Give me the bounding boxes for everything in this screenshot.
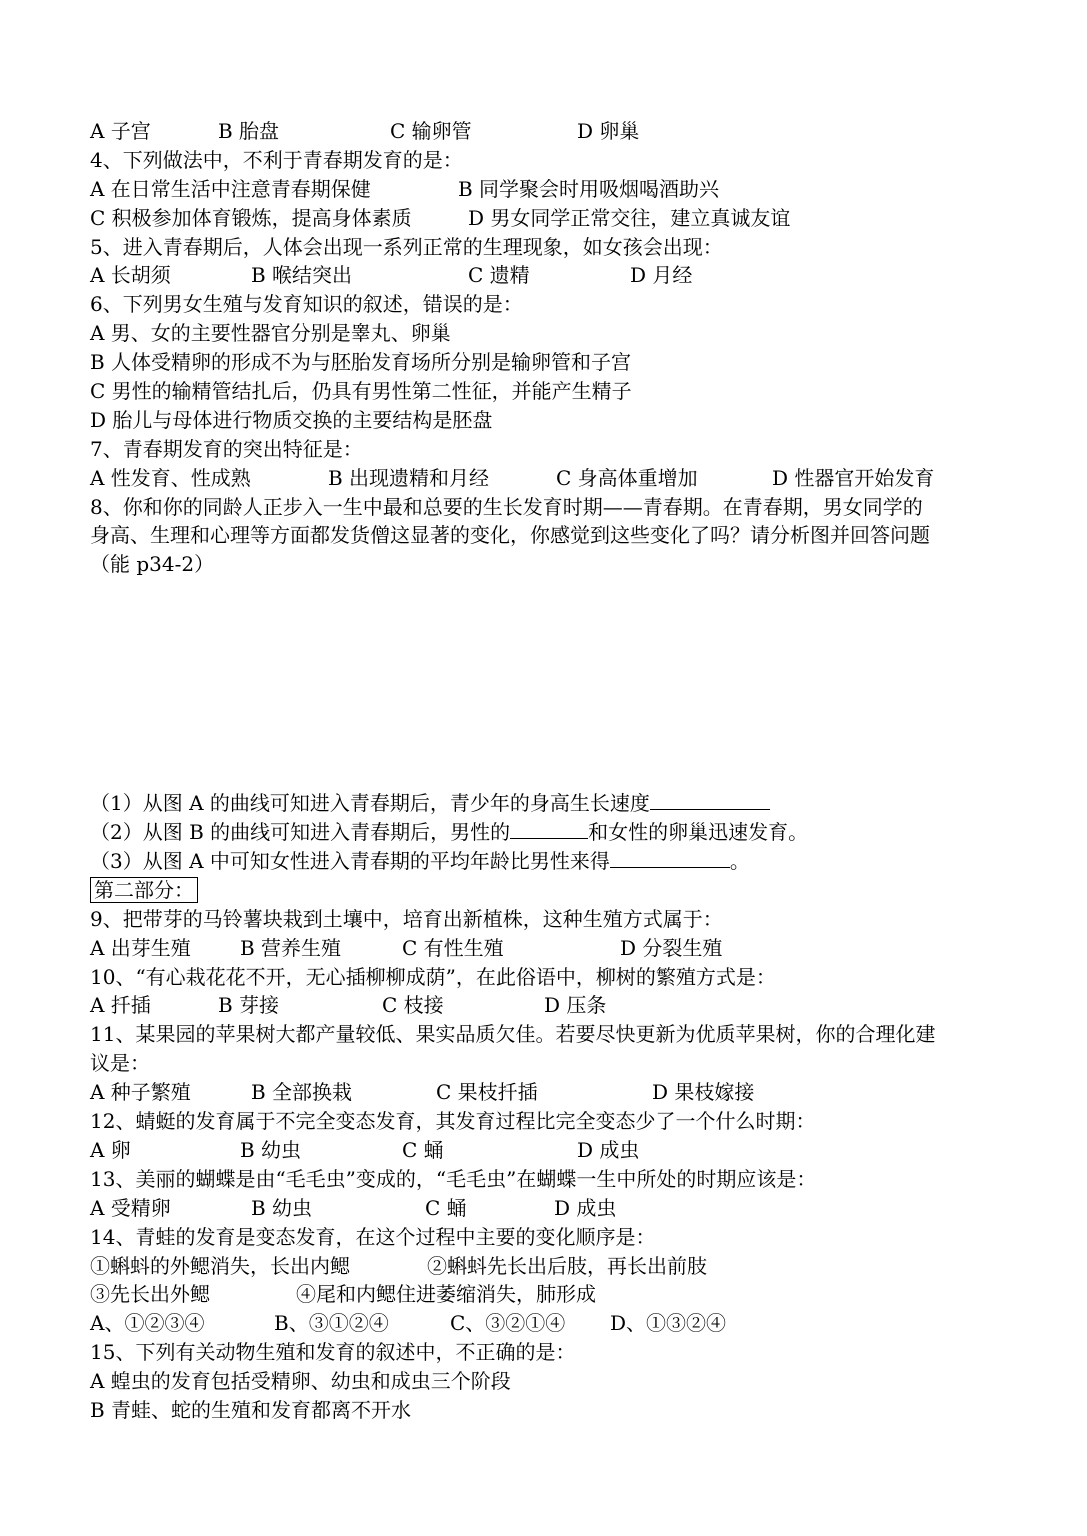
answer-blank-2[interactable] xyxy=(510,818,588,839)
q5-option-a: A 长胡须 xyxy=(90,263,171,288)
q8-stem-line-2: 身高、生理和心理等方面都发货僧这显著的变化，你感觉到这些变化了吗？请分析图并回答问题 xyxy=(90,523,930,548)
q5-option-b: B 喉结突出 xyxy=(251,263,353,288)
q13-options xyxy=(90,1194,1005,1223)
q10-option-a: A 扦插 xyxy=(90,993,151,1018)
q8-sub-2-text-b: 和女性的卵巢迅速发育。 xyxy=(588,820,809,845)
q4-options-cd xyxy=(90,204,1005,233)
q10-option-c: C 枝接 xyxy=(382,993,444,1018)
q8-sub-2 xyxy=(90,818,1005,847)
q10-options xyxy=(90,991,1005,1020)
q4-option-c: C 积极参加体育锻炼，提高身体素质 xyxy=(90,205,412,230)
worksheet-page xyxy=(90,117,1005,1425)
q14-option-a: A、①②③④ xyxy=(90,1311,205,1336)
q11-options xyxy=(90,1078,1005,1107)
q11-option-a: A 种子繁殖 xyxy=(90,1080,191,1105)
q3-option-c: C 输卵管 xyxy=(390,119,472,143)
q7-options xyxy=(90,464,1005,493)
q9-option-a: A 出芽生殖 xyxy=(90,935,191,960)
q14-steps-34 xyxy=(90,1280,1005,1309)
q8-stem-line-1: 8、你和你的同龄人正步入一生中最和总要的生长发育时期——青春期。在青春期，男女同学的 xyxy=(90,494,923,519)
q9-options xyxy=(90,934,1005,963)
q8-sub-2-text-a: （2）从图 B 的曲线可知进入青春期后，男性的 xyxy=(90,820,511,845)
q11-option-d: D 果枝嫁接 xyxy=(652,1080,755,1105)
q9-option-c: C 有性生殖 xyxy=(402,935,504,960)
q9-option-b: B 营养生殖 xyxy=(240,935,342,960)
q12-option-d: D 成虫 xyxy=(577,1137,640,1162)
answer-blank-1[interactable] xyxy=(650,789,770,810)
q11-stem-line-1: 11、某果园的苹果树大都产量较低、果实品质欠佳。若要尽快更新为优质苹果树，你的合理化建 xyxy=(90,1022,936,1047)
q14-options xyxy=(90,1309,1005,1338)
q3-option-b: B 胎盘 xyxy=(218,119,280,143)
q5-option-c: C 遗精 xyxy=(468,263,530,288)
q3-option-a: A 子宫 xyxy=(90,119,151,143)
q11-option-b: B 全部换栽 xyxy=(251,1080,353,1105)
q13-option-c: C 蛹 xyxy=(425,1195,467,1220)
answer-blank-3[interactable] xyxy=(610,847,730,868)
q8-sub-1-text: （1）从图 A 的曲线可知进入青春期后，青少年的身高生长速度 xyxy=(90,791,650,816)
q14-option-b: B、③①②④ xyxy=(274,1311,389,1336)
part2-heading: 第二部分： xyxy=(90,877,198,903)
q7-option-b: B 出现遗精和月经 xyxy=(328,465,490,490)
q12-option-c: C 蛹 xyxy=(402,1137,444,1162)
q6-option-b: B 人体受精卵的形成不为与胚胎发育场所分别是输卵管和子宫 xyxy=(90,350,632,375)
q14-stem: 14、青蛙的发育是变态发育，在这个过程中主要的变化顺序是： xyxy=(90,1224,656,1249)
q14-step-1: ①蝌蚪的外鳃消失，长出内鳃 xyxy=(90,1253,350,1278)
q8-sub-3-end: 。 xyxy=(729,849,750,874)
q4-option-b: B 同学聚会时用吸烟喝酒助兴 xyxy=(458,176,720,201)
q5-option-d: D 月经 xyxy=(630,263,693,288)
q5-options xyxy=(90,261,1005,290)
q13-stem: 13、美丽的蝴蝶是由“毛毛虫”变成的，“毛毛虫”在蝴蝶一生中所处的时期应该是： xyxy=(90,1166,817,1191)
q10-option-b: B 芽接 xyxy=(218,993,280,1018)
q11-option-c: C 果枝扦插 xyxy=(436,1080,538,1105)
q4-option-a: A 在日常生活中注意青春期保健 xyxy=(90,176,371,201)
part2-heading-line xyxy=(90,876,1005,905)
q13-option-a: A 受精卵 xyxy=(90,1195,171,1220)
q4-option-d: D 男女同学正常交往，建立真诚友谊 xyxy=(468,205,791,230)
q13-option-d: D 成虫 xyxy=(554,1195,617,1220)
q14-option-c: C、③②①④ xyxy=(450,1311,566,1336)
q14-steps-12 xyxy=(90,1252,1005,1281)
q12-options xyxy=(90,1136,1005,1165)
q6-option-c: C 男性的输精管结扎后，仍具有男性第二性征，并能产生精子 xyxy=(90,379,632,404)
q6-option-a: A 男、女的主要性器官分别是睾丸、卵巢 xyxy=(90,321,451,346)
q9-stem: 9、把带芽的马铃薯块栽到土壤中，培育出新植株，这种生殖方式属于： xyxy=(90,906,723,931)
q4-stem: 4、下列做法中，不利于青春期发育的是： xyxy=(90,147,463,172)
q14-step-2: ②蝌蚪先长出后肢，再长出前肢 xyxy=(427,1253,707,1278)
q13-option-b: B 幼虫 xyxy=(251,1195,313,1220)
q3-options xyxy=(90,117,1005,146)
q15-stem: 15、下列有关动物生殖和发育的叙述中，不正确的是： xyxy=(90,1340,576,1365)
q7-stem: 7、青春期发育的突出特征是： xyxy=(90,436,363,461)
q12-option-b: B 幼虫 xyxy=(240,1137,302,1162)
q10-stem: 10、“有心栽花花不开，无心插柳柳成荫”，在此俗语中，柳树的繁殖方式是： xyxy=(90,964,776,989)
q12-option-a: A 卵 xyxy=(90,1137,131,1162)
q9-option-d: D 分裂生殖 xyxy=(620,935,723,960)
q8-sub-3 xyxy=(90,847,1005,876)
q8-sub-1 xyxy=(90,789,1005,818)
q6-stem: 6、下列男女生殖与发育知识的叙述，错误的是： xyxy=(90,292,523,317)
q14-step-4: ④尾和内鳃住进萎缩消失，肺形成 xyxy=(296,1282,596,1307)
q8-sub-3-text: （3）从图 A 中可知女性进入青春期的平均年龄比男性来得 xyxy=(90,849,610,874)
q6-option-d: D 胎儿与母体进行物质交换的主要结构是胚盘 xyxy=(90,407,493,432)
q7-option-c: C 身高体重增加 xyxy=(556,465,698,490)
q4-options-ab xyxy=(90,175,1005,204)
q7-option-d: D 性器官开始发育 xyxy=(772,465,935,490)
q5-stem: 5、进入青春期后，人体会出现一系列正常的生理现象，如女孩会出现： xyxy=(90,234,723,259)
q10-option-d: D 压条 xyxy=(544,993,607,1018)
q11-stem-line-2: 议是： xyxy=(90,1051,150,1076)
q14-step-3: ③先长出外鳃 xyxy=(90,1282,210,1307)
q15-option-b: B 青蛙、蛇的生殖和发育都离不开水 xyxy=(90,1397,412,1422)
q14-option-d: D、①③②④ xyxy=(610,1311,727,1336)
q7-option-a: A 性发育、性成熟 xyxy=(90,465,251,490)
q3-option-d: D 卵巢 xyxy=(577,119,640,143)
q15-option-a: A 蝗虫的发育包括受精卵、幼虫和成虫三个阶段 xyxy=(90,1369,511,1394)
figure-placeholder xyxy=(90,579,1005,789)
q12-stem: 12、蜻蜓的发育属于不完全变态发育，其发育过程比完全变态少了一个什么时期： xyxy=(90,1109,816,1134)
q8-stem-line-3: （能 p34-2） xyxy=(90,552,215,577)
